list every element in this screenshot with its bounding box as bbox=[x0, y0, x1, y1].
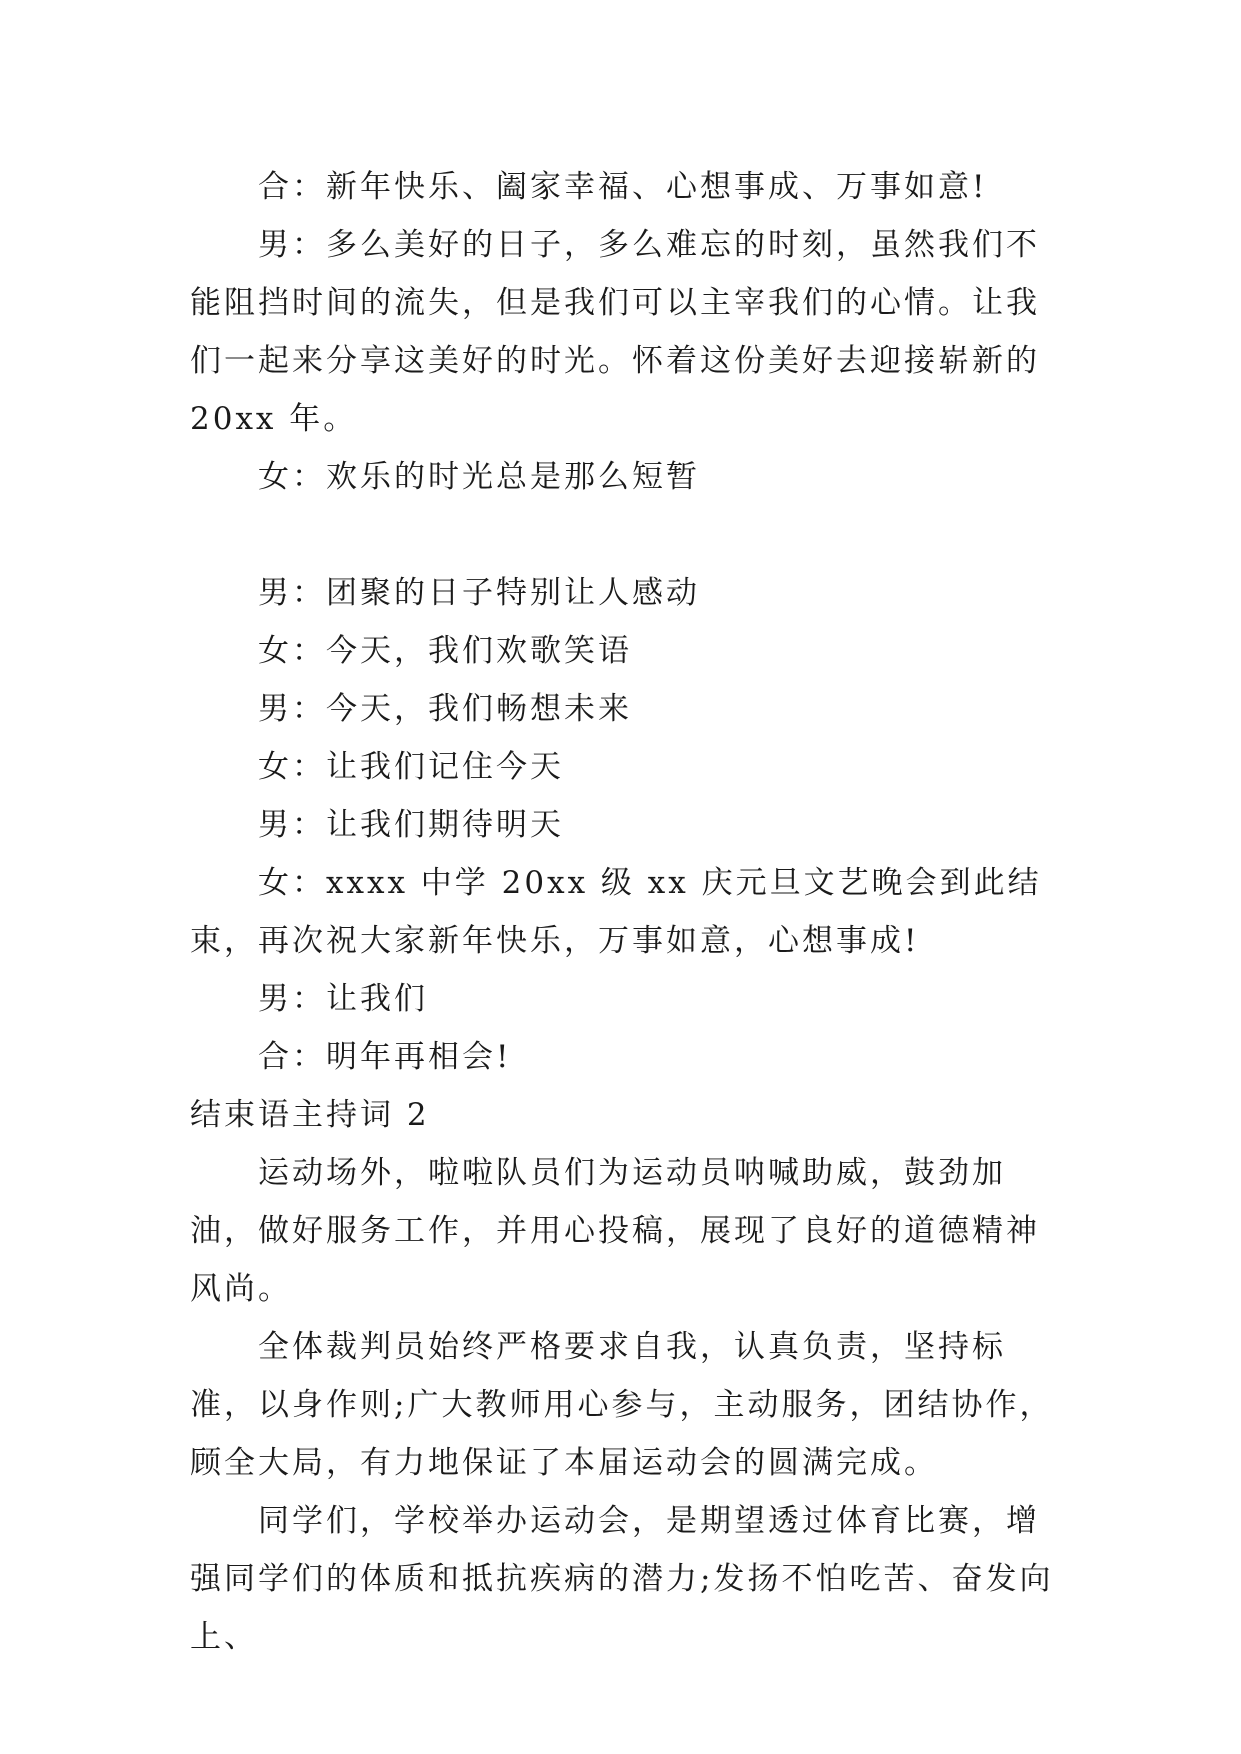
paragraph-students-sports-meet: 同学们，学校举办运动会，是期望透过体育比赛，增强同学们的体质和抵抗疾病的潜力;发扬不怕吃苦、奋发向上、 bbox=[190, 1503, 1054, 1655]
paragraph-cheerleaders: 运动场外，啦啦队员们为运动员呐喊助威，鼓劲加油，做好服务工作，并用心投稿，展现了良好的道德精神风尚。 bbox=[190, 1155, 1040, 1307]
paragraph-female-remember-today: 女：让我们记住今天 bbox=[258, 749, 564, 785]
paragraph-together-meet-next-year: 合：明年再相会! bbox=[258, 1039, 512, 1075]
paragraph-male-expect-tomorrow: 男：让我们期待明天 bbox=[258, 807, 564, 843]
paragraph-female-gala-ends: 女：xxxx 中学 20xx 级 xx 庆元旦文艺晚会到此结束，再次祝大家新年快乐，万事如意，心想事成! bbox=[190, 865, 1042, 959]
paragraph-female-joy-short: 女：欢乐的时光总是那么短暂 bbox=[258, 459, 700, 495]
paragraph-male-reunion: 男：团聚的日子特别让人感动 bbox=[258, 575, 700, 611]
paragraph-male-today-future: 男：今天，我们畅想未来 bbox=[258, 691, 632, 727]
paragraph-referees-teachers: 全体裁判员始终严格要求自我，认真负责，坚持标准，以身作则;广大教师用心参与，主动服务，团结协作，顾全大局，有力地保证了本届运动会的圆满完成。 bbox=[190, 1329, 1054, 1481]
paragraph-female-today-songs: 女：今天，我们欢歌笑语 bbox=[258, 633, 632, 669]
blank-line bbox=[190, 506, 1070, 564]
document-body bbox=[190, 158, 1070, 1666]
section-heading: 结束语主持词 2 bbox=[190, 1097, 430, 1133]
paragraph-closing-together: 合：新年快乐、阖家幸福、心想事成、万事如意! bbox=[258, 169, 988, 205]
paragraph-male-beautiful-days: 男：多么美好的日子，多么难忘的时刻，虽然我们不能阻挡时间的流失，但是我们可以主宰我们的心情。让我们一起来分享这美好的时光。怀着这份美好去迎接崭新的 20xx 年。 bbox=[190, 227, 1040, 437]
paragraph-male-let-us: 男：让我们 bbox=[258, 981, 428, 1017]
